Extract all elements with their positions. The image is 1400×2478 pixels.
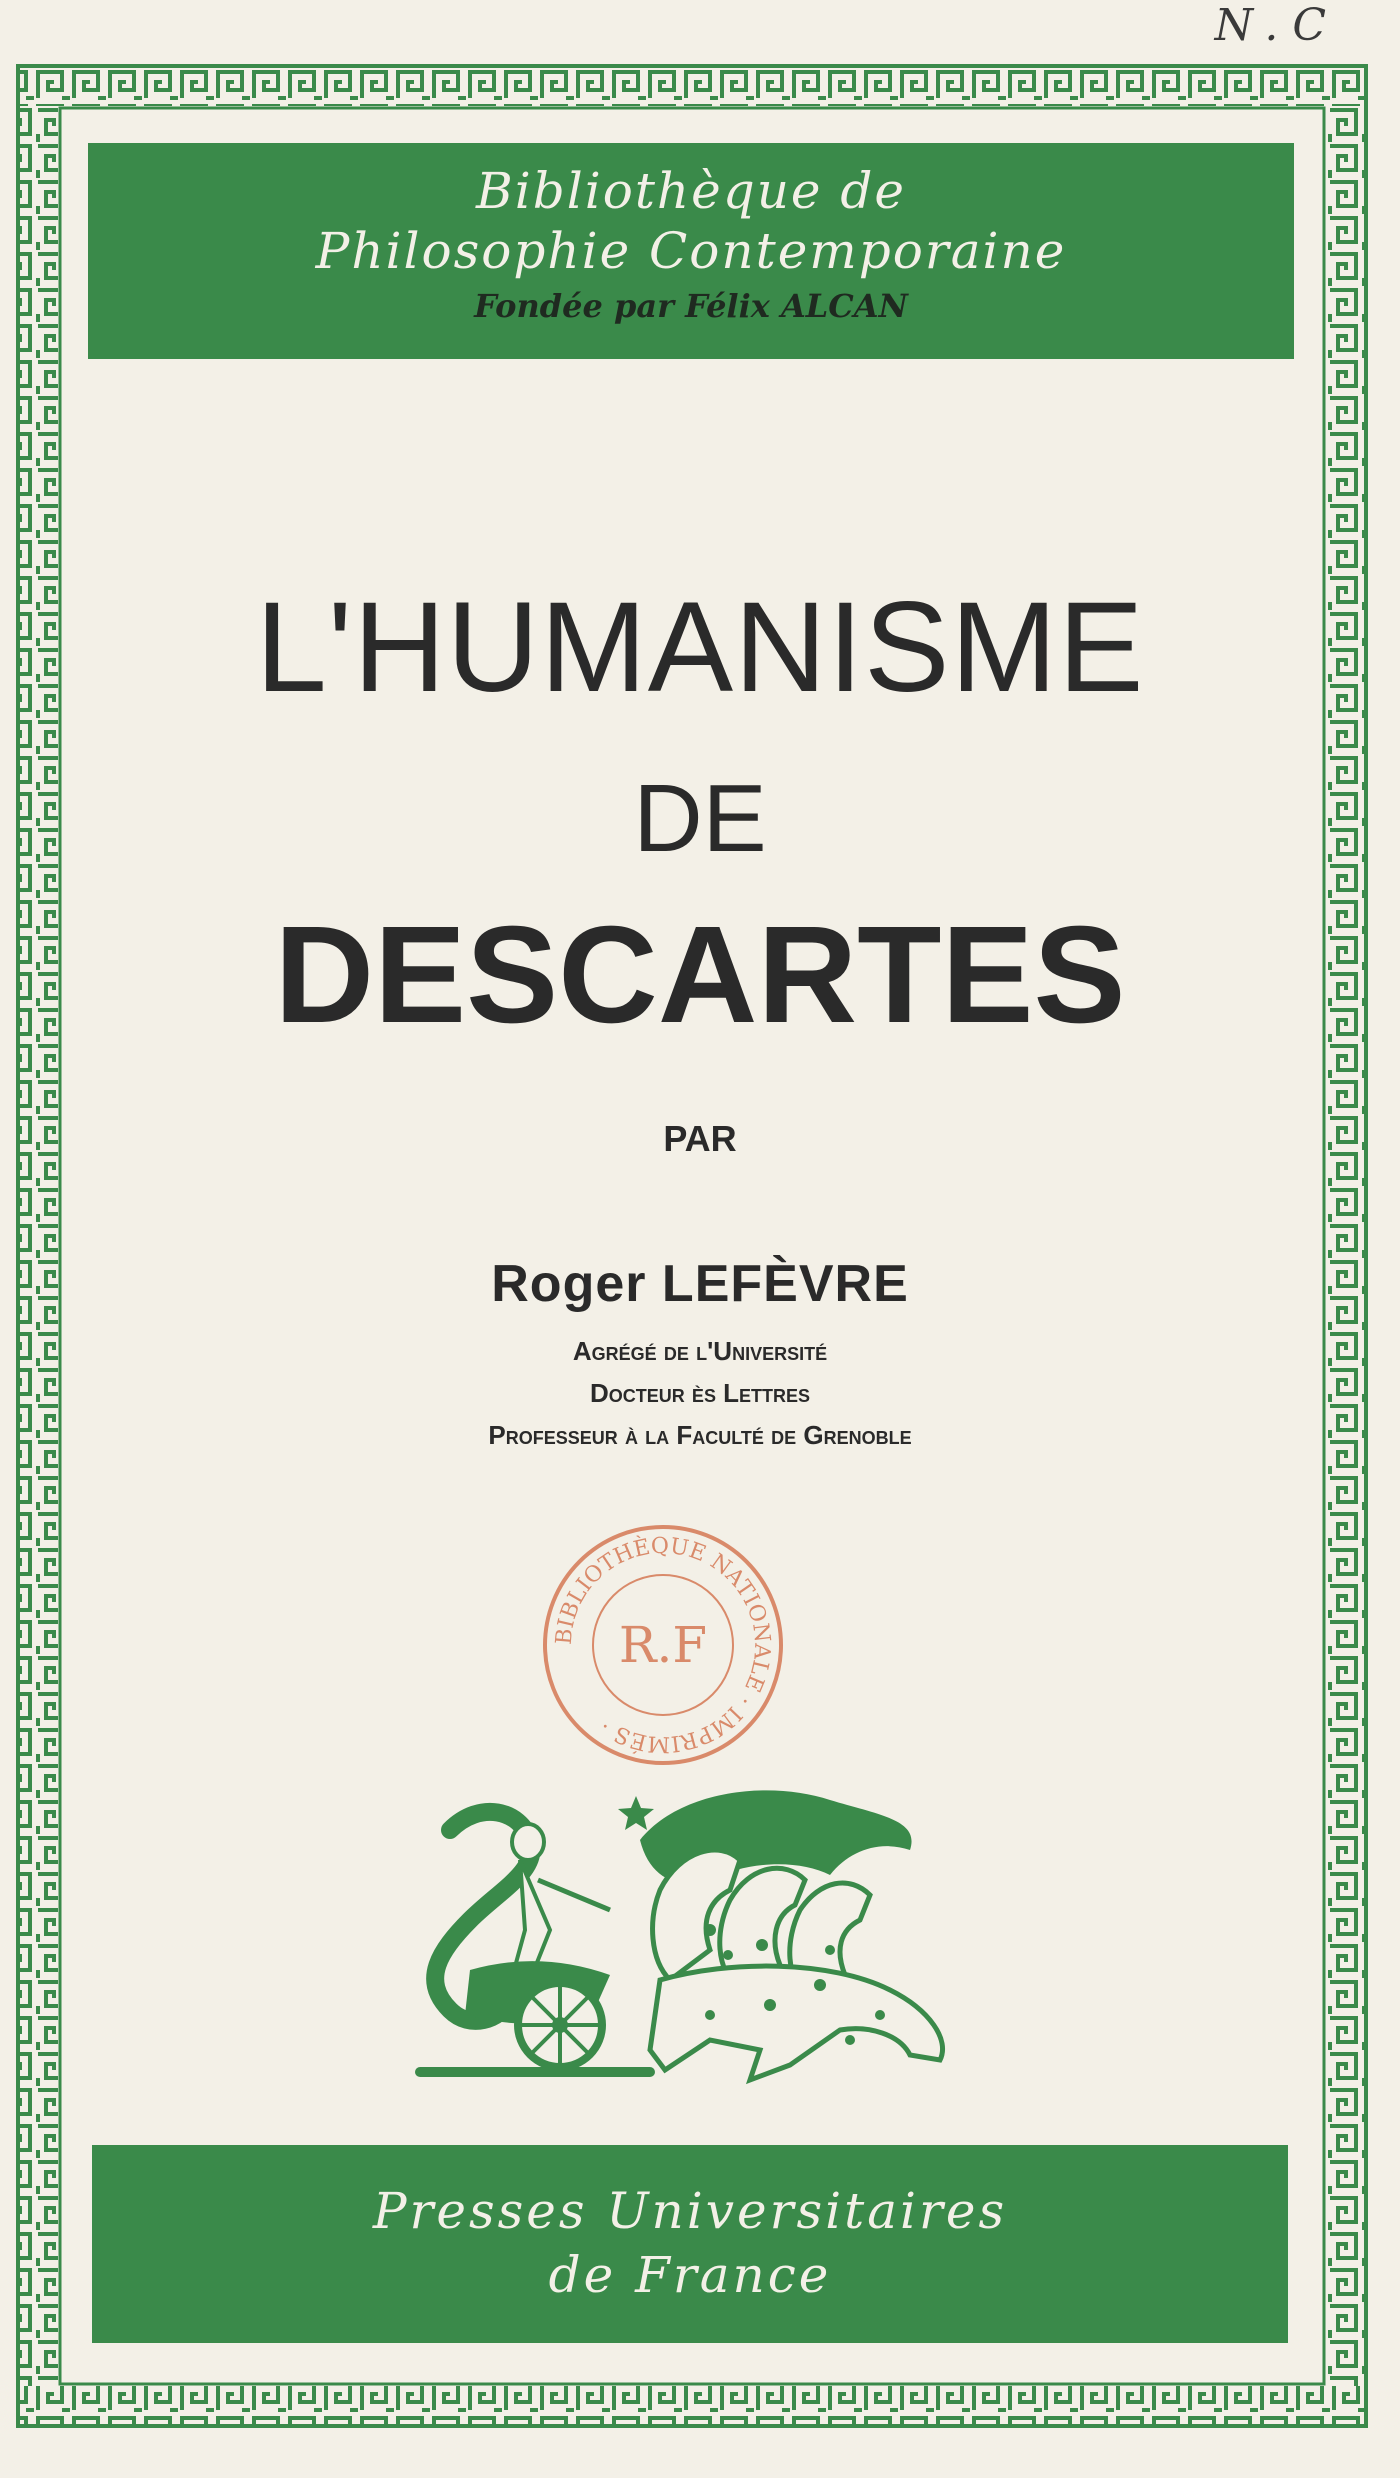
by-label: PAR: [663, 1118, 737, 1159]
title-line-1: L'HUMANISME: [255, 576, 1145, 719]
chariot-logo: [410, 1780, 970, 2090]
title-line-3: DESCARTES: [274, 898, 1126, 1052]
publisher-banner: [92, 2145, 1288, 2343]
series-banner: [88, 143, 1294, 359]
author-name: Roger LEFÈVRE: [491, 1255, 909, 1313]
publisher-line-1: Presses Universitaires: [372, 2182, 1008, 2240]
title-line-2: DE: [633, 765, 767, 872]
library-stamp: [540, 1522, 786, 1768]
credential-line: Agrégé de l'Université: [572, 1336, 828, 1366]
series-founder: Fondée par Félix ALCAN: [474, 287, 908, 325]
stamp-ring-text: BIBLIOTHÈQUE NATIONALE · IMPRIMÉS ·: [551, 1533, 775, 1757]
series-line-1: Bibliothèque de: [476, 162, 906, 220]
series-line-2: Philosophie Contemporaine: [315, 222, 1067, 280]
handwritten-note: N.C: [1214, 0, 1340, 51]
stamp-center-text: R.F: [618, 1616, 708, 1674]
author-credentials: [0, 1330, 1400, 1456]
credential-line: Professeur à la Faculté de Grenoble: [488, 1420, 912, 1450]
publisher-line-2: de France: [548, 2246, 832, 2304]
credential-line: Docteur ès Lettres: [589, 1378, 811, 1408]
